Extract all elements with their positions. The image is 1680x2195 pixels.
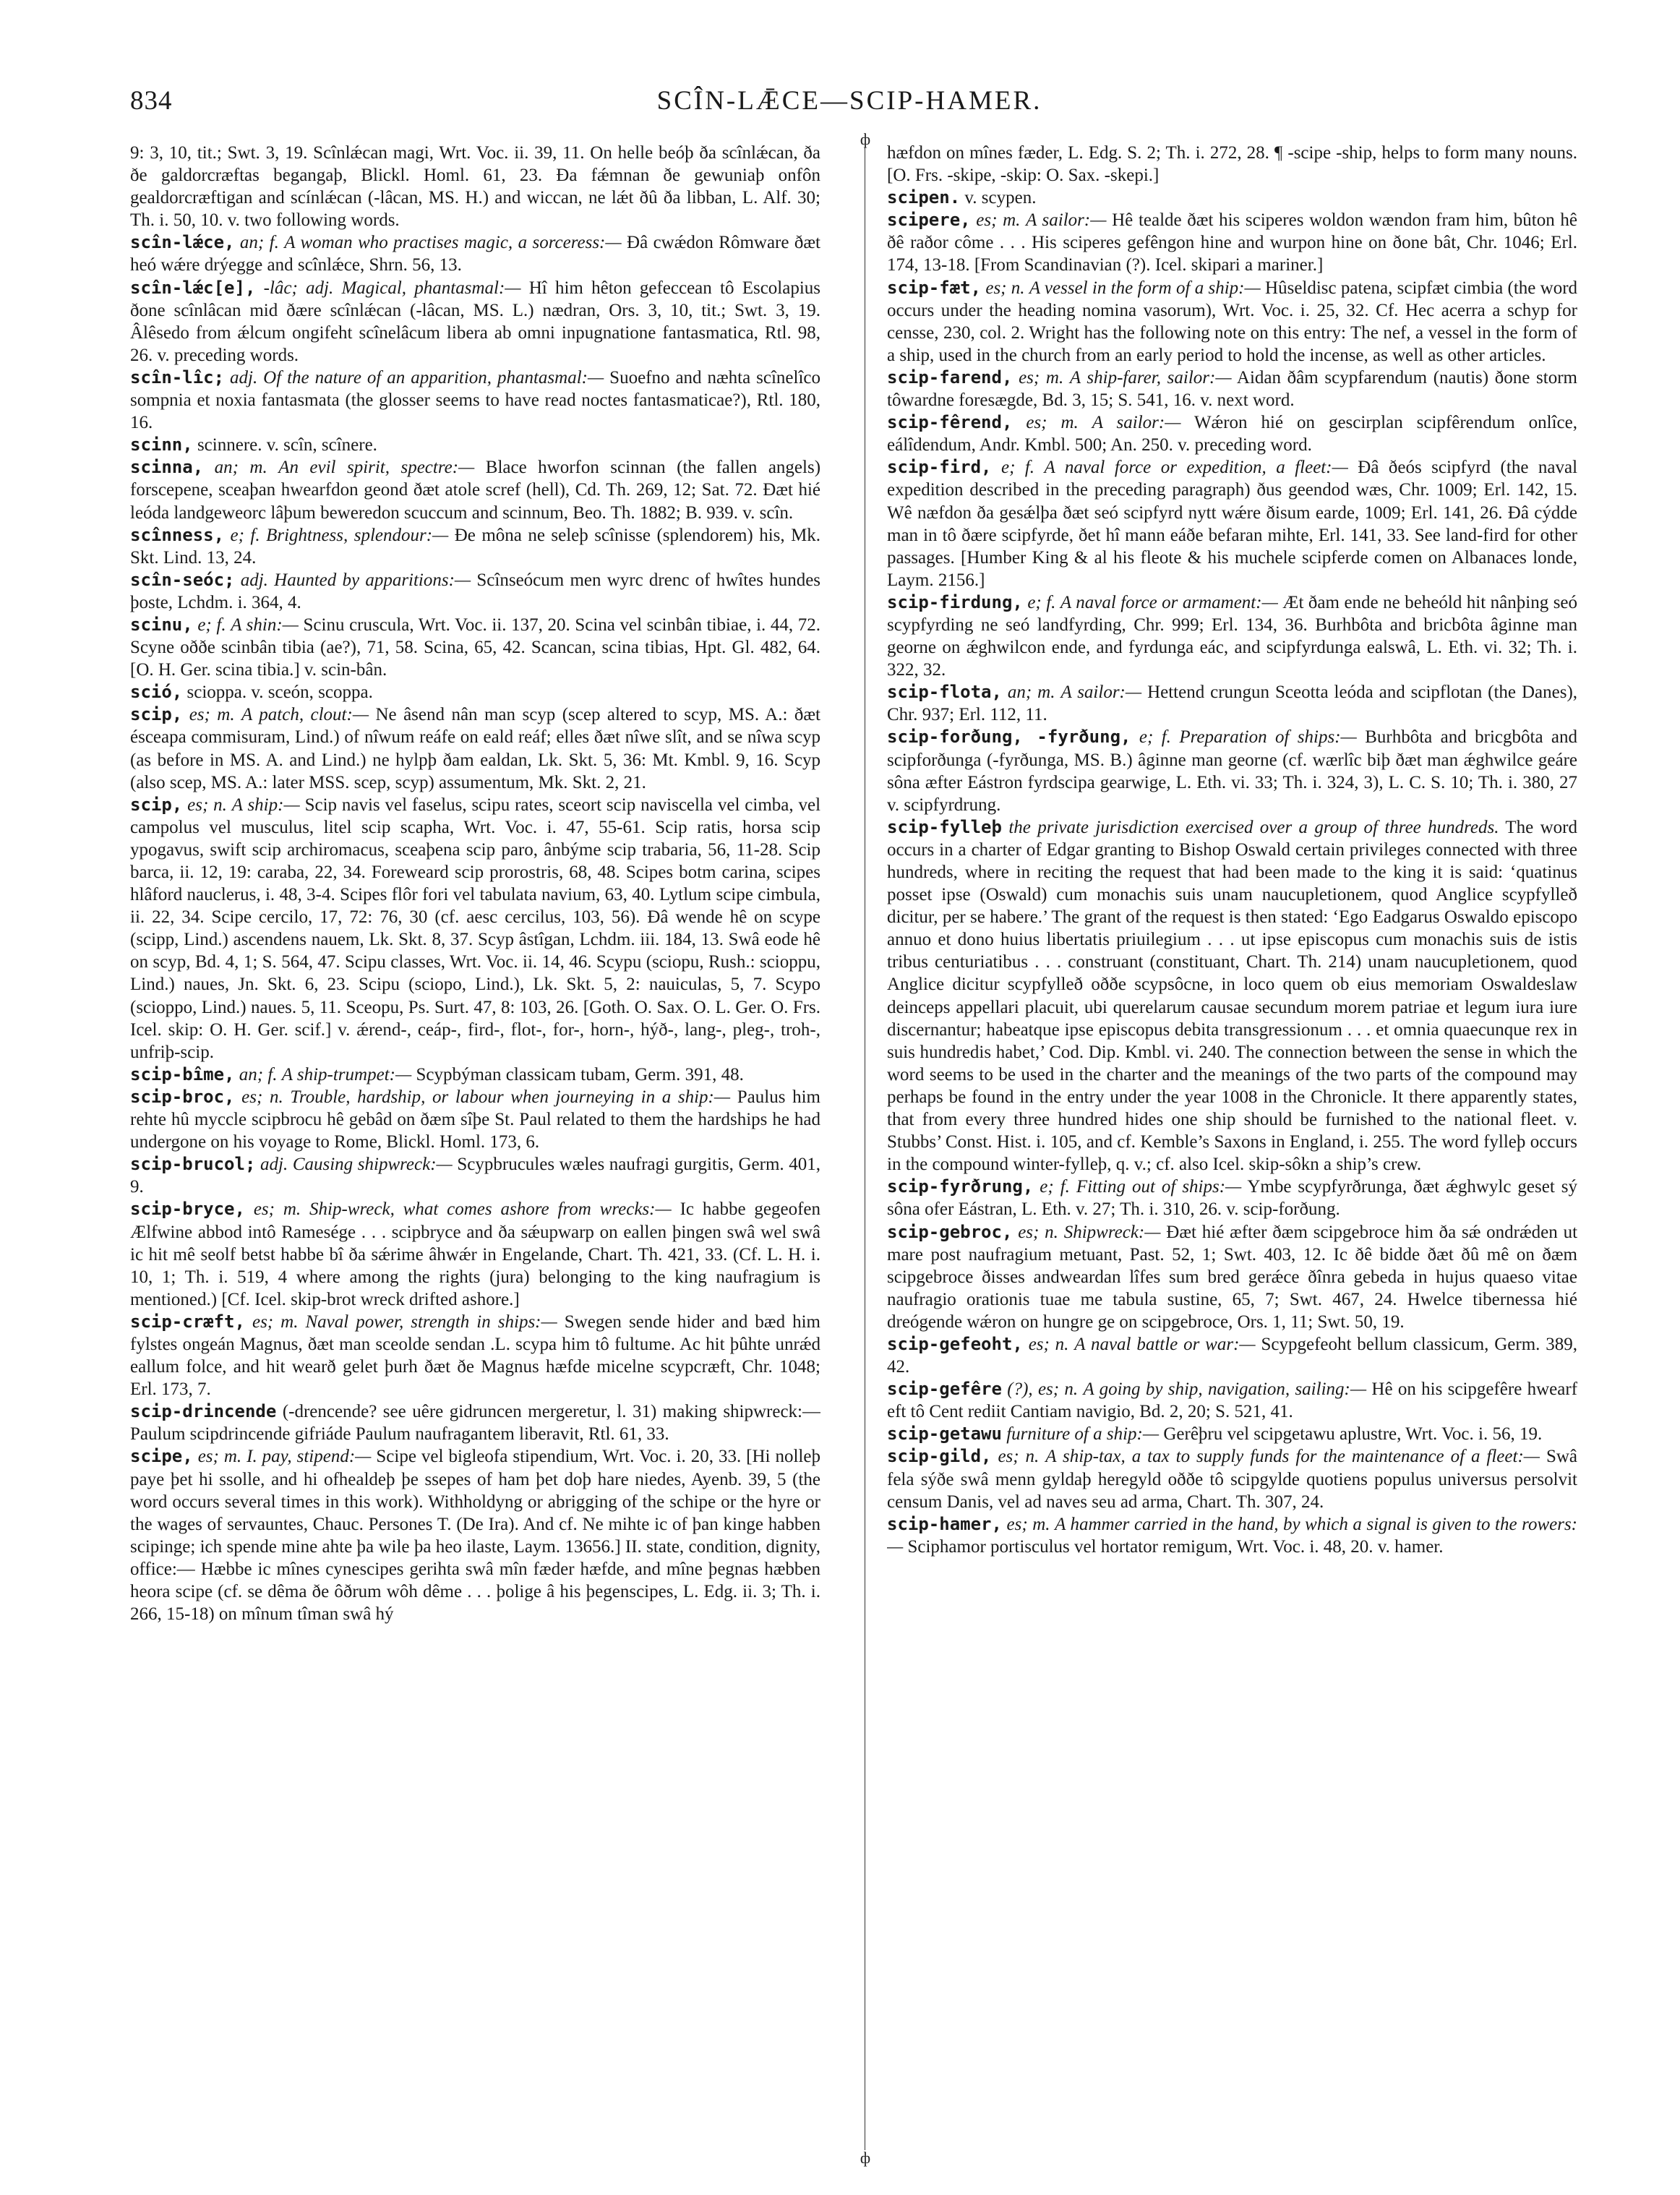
grammar: adj.	[260, 1155, 288, 1175]
grammar: es; m.	[189, 705, 235, 725]
definition: A naval force or armament:—	[1060, 592, 1278, 612]
dictionary-entry	[130, 703, 820, 793]
grammar: an; f.	[239, 1064, 278, 1084]
entry-text: hæfdon on mînes fæder, L. Edg. S. 2; Th. i. 272, 28. ¶ -scipe -ship, helps to form many nouns. [O. Frs. -skipe, -skip: O. Sax. -skepi.]	[887, 143, 1577, 186]
entry-text: Hettend crungun Sceotta leóda and scipflotan (the Danes), Chr. 937; Erl. 112, 11.	[887, 683, 1577, 725]
grammar: es; n.	[187, 795, 227, 815]
grammar: an; m.	[214, 458, 267, 478]
headword: scip-fird,	[887, 457, 992, 478]
dictionary-entry	[887, 1176, 1577, 1220]
headword: scip-bîme,	[130, 1064, 235, 1084]
headword: scîn-lǽce,	[130, 232, 235, 253]
headword: scip-drincende	[130, 1401, 277, 1422]
definition: A sailor:—	[1026, 210, 1107, 231]
headword: scip-brucol;	[130, 1154, 256, 1175]
grammar: (?), es; n.	[1007, 1379, 1079, 1400]
entry-text: Scypbrucules wæles naufragi gurgitis, Germ. 401, 9.	[130, 1155, 820, 1197]
headword: scipen.	[887, 187, 961, 208]
entry-text: Blace hworfon scinnan (the fallen angels) forscepene, sceaþan hwearfdon geond ðæt atole scref (hell), Cd. Th. 269, 12; Sat. 72. Ðæt hié leóda landgeweorc lâþum beweredon scuccum and scinnum, Beo. Th. 1882; B. 939. v. scîn.	[130, 458, 820, 523]
definition: A vessel in the form of a ship:—	[1029, 278, 1261, 298]
dictionary-entry	[130, 367, 820, 434]
dictionary-entry	[887, 367, 1577, 411]
headword: scip-gebroc,	[887, 1221, 1013, 1242]
definition: I. pay, stipend:—	[247, 1447, 372, 1467]
headword: scip-broc,	[130, 1086, 235, 1107]
definition: A ship-trumpet:—	[281, 1064, 412, 1084]
dictionary-entry	[130, 1153, 820, 1198]
dictionary-entry	[887, 681, 1577, 726]
grammar: an; f.	[239, 233, 279, 253]
definition: furniture of a ship:—	[1006, 1424, 1160, 1445]
definition: A going by ship, navigation, sailing:—	[1083, 1379, 1367, 1400]
entry-text: Swegen sende hider and bæd him fylstes ongeán Magnus, ðæt man sceolde sendan .L. scypa him tô fultume. Ac hit þûhte unrǽd eallum folce, and hit wearð gelet þurh ðæt ðe Magnus hæfde micelne scypcræft, Chr. 1048; Erl. 173, 7.	[130, 1312, 820, 1400]
grammar: es; m.	[1006, 1514, 1050, 1534]
headword: scînness,	[130, 524, 225, 545]
grammar: es; m.	[976, 210, 1021, 231]
headword: scîn-seóc;	[130, 569, 235, 590]
headword: scip,	[130, 794, 183, 815]
entry-text: scinnere. v. scîn, scînere.	[197, 435, 377, 455]
entry-text: Suoefno and næhta scînelîco sompnia et noxia fantasmata (the glosser seems to have read noctes fantasmaticae?), Rtl. 180, 16.	[130, 367, 820, 433]
entry-text: Hî him hêton gefeccean tô Escolapius ðone scînlâcan mid ðære scînlǽcan (-lâcan, MS. L.) nædran, Ors. 3, 10, tit.; Swt. 3, 19. Âlêsedo from ǽlcum ongifeht scînelâcum libera ab omni inpugnatione fantasmatica, Rtl. 98, 26. v. preceding words.	[130, 278, 820, 365]
definition: A patch, clout:—	[241, 705, 369, 725]
left-column	[130, 142, 820, 2166]
headword: scip-bryce,	[130, 1199, 245, 1220]
dictionary-entry	[887, 1333, 1577, 1378]
grammar: es; m.	[1019, 367, 1064, 388]
definition: Shipwreck:—	[1063, 1222, 1161, 1242]
definition: Causing shipwreck:—	[292, 1155, 453, 1175]
entry-text: Scipe vel bigleofa stipendium, Wrt. Voc. i. 20, 33. [Hi nolleþ paye þet hi ssolle, and hi ofhealdeþ þe ssepes of ham þet doþ hare niedes, Ayenb. 39, 5 (the word occurs several times in this work). Withholdyng or abrigging of the schipe or the hyre or the wages of servauntes, Chauc. Persones T. (De Ira). And cf. Ne mihte ic of þan kinge habben scipinge; ich spende mine ahte þa wile þa heo ilaste, Laym. 13656.] II. state, condition, dignity, office:— Hæbbe ic mînes cynescipes gerihta swâ mîn fæder hæfde, and mîne þegnas hæbben heora scipe (cf. se dêma ðe ôðrum wôh dême . . . þolige â his þegenscipes, L. Edg. ii. 3; Th. i. 266, 15-18) on mînum tîman swâ hý	[130, 1447, 820, 1625]
grammar: es; m.	[1026, 413, 1079, 433]
entry-text: Æt ðam ende ne beheóld hit nânþing seó scypfyrding ne seó landfyrding, Chr. 999; Erl. 134, 36. Burhbôta and bricbôta âginne man georne on ǽghwilcon ende, and fyrdunga eác, and scipfyrdunga ealswâ, L. Eth. vi. 32; Th. i. 322, 32.	[887, 592, 1577, 680]
dictionary-entry	[887, 1378, 1577, 1423]
dictionary-entry	[130, 142, 820, 231]
dictionary-entry	[130, 1445, 820, 1625]
definition: Of the nature of an apparition, phantasmal:—	[263, 367, 604, 388]
grammar: es; n.	[998, 1447, 1040, 1467]
definition: A sailor:—	[1060, 683, 1142, 703]
grammar: es; n.	[241, 1087, 283, 1107]
dictionary-entry	[887, 187, 1577, 209]
dictionary-entry	[130, 524, 820, 569]
headword: scinu,	[130, 614, 193, 635]
definition: A woman who practises magic, a sorceress:—	[284, 233, 622, 253]
grammar: e; f.	[1040, 1177, 1070, 1197]
grammar: es; n.	[1018, 1222, 1058, 1242]
definition: A shin:—	[231, 615, 299, 635]
entry-text: Ðæt hié æfter ðæm scipgebroce him ða sǽ ondrǽden ut mare post naufragium metuant, Past. 52, 1; Swt. 403, 12. Ic ðê bidde ðæt ðû mê on ðæm scipgebroce ðisses andweardan lîfes sum bred gerǽce ðînra gebeda in hujus quaeso vitae naufragio orationis tuae me tabula sustine, 65, 7; Swt. 467, 24. Hwelce tibernessa hié dreógende wǽron on hungre ge on scipgebroce, Ors. 1, 11; Swt. 50, 19.	[887, 1222, 1577, 1332]
entry-text: Swâ fela sýðe swâ menn gyldaþ heregyld oððe tô scipgylde quotiens populus universus persolvit censum Danis, vel ad naves seu ad arma, Chart. Th. 307, 24.	[887, 1447, 1577, 1512]
dictionary-entry	[130, 277, 820, 367]
entry-text: (-drencende? see uêre gidruncen mergeretur, l. 31) making shipwreck:—Paulum scipdrincende gifriáde Paulum naufragantem liberavit, Rtl. 61, 33.	[130, 1402, 820, 1445]
entry-text: Scypbýman classicam tubam, Germ. 391, 48.	[416, 1064, 744, 1084]
dictionary-entry	[887, 726, 1577, 816]
headword: scip-forðung, -fyrðung,	[887, 727, 1131, 748]
dictionary-entry	[130, 681, 820, 703]
grammar: e; f.	[197, 615, 226, 635]
rule-ornament-bottom: ф	[856, 2150, 875, 2166]
grammar: -lâc; adj.	[263, 278, 334, 298]
entry-text: Hûseldisc patena, scipfæt cimbia (the word occurs under the heading nomina vasorum), Wrt. Voc. i. 25, 32. Cf. Hec acerra a schyp for censse, 230, col. 2. Wright has the following note on this entry: The nef, a vessel in the form of a ship, used in the church from an early period to hold the incense, as well as other articles.	[887, 278, 1577, 365]
definition: A ship:—	[231, 795, 300, 815]
headword: scip-gild,	[887, 1446, 992, 1467]
definition: A ship-farer, sailor:—	[1069, 367, 1232, 388]
dictionary-entry	[130, 1086, 820, 1153]
headword: sció,	[130, 682, 183, 703]
entry-text: Ðâ ðeós scipfyrd (the naval expedition described in the preceding paragraph) ðus geendod wæs, Chr. 1009; Erl. 142, 15. Wê næfdon ða gesǽlþa ðæt seó scipfyrd nytt wǽre ðisum earde, 1009; Erl. 141, 26. Ðâ cýdde man in tô ðære scipfyrde, ðet hî mann eáðe befaran mihte, Erl. 141, 33. See land-fird for other passages. [Humber King & al his fleote & his muchele scipferde comen on Albanaces londe, Laym. 2156.]	[887, 458, 1577, 590]
headword: scip-fyrðrung,	[887, 1176, 1034, 1197]
headword: scip-fæt,	[887, 277, 982, 298]
entry-text: Paulus him rehte hû myccle scipbrocu hê gebâd on ðæm sîþe St. Paul related to them the hardships he had undergone on his voyage to Rome, Blickl. Homl. 173, 6.	[130, 1087, 820, 1152]
grammar: adj.	[230, 367, 258, 388]
dictionary-entry	[887, 1221, 1577, 1333]
dictionary-entry	[130, 456, 820, 523]
dictionary-entry	[130, 1064, 820, 1086]
grammar: e; f.	[1027, 592, 1056, 612]
definition: Haunted by apparitions:—	[274, 570, 471, 590]
entry-text: Wǽron hié on gescirplan scipfêrendum onlîce, eálîdendum, Andr. Kmbl. 500; An. 250. v. preceding word.	[887, 413, 1577, 455]
definition: A sailor:—	[1092, 413, 1181, 433]
running-head: SCÎN-LǢCE—SCIP-HAMER.	[656, 86, 1042, 116]
definition: A ship-tax, a tax to supply funds for the maintenance of a fleet:—	[1045, 1447, 1540, 1467]
entry-text: Aidan ðâm scypfarendum (nautis) ðone storm tôwardne foresægde, Bd. 3, 15; S. 541, 16. v. next word.	[887, 367, 1577, 411]
grammar: es; m.	[197, 1447, 242, 1467]
rule-ornament-top: ф	[856, 132, 875, 147]
definition: A naval force or expedition, a fleet:—	[1044, 458, 1348, 478]
dictionary-entry	[887, 209, 1577, 276]
headword: scipe,	[130, 1446, 193, 1467]
entry-text: Gerêþru vel scipgetawu aplustre, Wrt. Voc. i. 56, 19.	[1163, 1424, 1543, 1445]
headword: scip-fylleþ	[887, 816, 1002, 837]
headword: scip-fêrend,	[887, 412, 1013, 433]
page-header	[130, 85, 1569, 129]
headword: scip,	[130, 704, 183, 725]
headword: scip-cræft,	[130, 1311, 245, 1332]
headword: scipere,	[887, 210, 971, 231]
entry-text: scioppa. v. sceón, scoppa.	[187, 683, 373, 703]
definition: Magical, phantasmal:—	[341, 278, 521, 298]
grammar: es; n.	[1028, 1334, 1069, 1354]
entry-text: Hê on his scipgefêre hwearf eft tô Cent rediit Cantiam navigio, Bd. 2, 20; S. 521, 41.	[887, 1379, 1577, 1422]
dictionary-entry	[130, 569, 820, 614]
definition: Fitting out of ships:—	[1076, 1177, 1242, 1197]
grammar: adj.	[240, 570, 268, 590]
entry-text: Scînseócum men wyrc drenc of hwîtes hundes þoste, Lchdm. i. 364, 4.	[130, 570, 820, 612]
page-number: 834	[130, 86, 173, 116]
definition: A hammer carried in the hand, by which a signal is given to the rowers:—	[887, 1514, 1577, 1557]
dictionary-entry	[887, 411, 1577, 456]
right-column	[887, 142, 1577, 2166]
entry-text: Scinu cruscula, Wrt. Voc. ii. 137, 20. Scina vel scinbân tibiae, i. 44, 72. Scyne oððe scinbân tibia (ae?), 71, 58. Scina, 65, 42. Scancan, scina tibias, Hpt. Gl. 482, 64. [O. H. Ger. scina tibia.] v. scin-bân.	[130, 615, 820, 680]
entry-text: v. scypen.	[964, 188, 1037, 208]
entry-text: Scypgefeoht bellum classicum, Germ. 389, 42.	[887, 1334, 1577, 1377]
headword: scîn-lǽc[e],	[130, 277, 256, 298]
grammar: e; f.	[230, 525, 260, 545]
definition: Brightness, splendour:—	[266, 525, 449, 545]
dictionary-entry	[130, 434, 820, 456]
dictionary-entry	[887, 142, 1577, 187]
entry-text: Scip navis vel faselus, scipu rates, sceort scip naviscella vel cimba, vel campolus vel musculus, litel scip scapha, Wrt. Voc. i. 47, 55-61. Scip ratis, horsa scip ypogavus, swift scip archiromacus, sceaþena scip paro, ânbýme scip trabaria, 56, 11-28. Scip barca, ii. 12, 19: caraba, 22, 34. Foreweard scip prorostris, 68, 48. Scipes botm carina, scipes hlâford nauclerus, i. 48, 3-4. Scipes flôr fori vel tabulata navium, 63, 40. Lytlum scipe cimbula, ii. 22, 34. Scipe cercilo, 17, 72: 76, 30 (cf. aesc cercilus, 103, 56). Ðâ wende hê on scype (scipp, Lind.) ascendens nauem, Lk. Skt. 8, 37. Scyp âstîgan, Lchdm. iii. 184, 13. Swâ eode hê on scyp, Bd. 4, 1; S. 564, 47. Scipu classes, Wrt. Voc. ii. 14, 46. Scypu (sciopu, Rush.: scioppu, Lind.) naues, Jn. Skt. 6, 23. Scipu (sciopo, Lind.), Lk. Skt. 5, 2: nauiculas, 5, 7. Scypo (scioppo, Lind.) naues. 5, 11. Sceopu, Ps. Surt. 47, 8: 103, 26. [Goth. O. Sax. O. L. Ger. O. Frs. Icel. skip: O. H. Ger. scif.] v. ǽrend-, ceáp-, fird-, flot-, for-, horn-, hýð-, lang-, pleg-, troh-, unfriþ-scip.	[130, 795, 820, 1062]
definition: Naval power, strength in ships:—	[305, 1312, 557, 1332]
dictionary-entry	[887, 591, 1577, 681]
entry-text: Ne âsend nân man scyp (scep altered to scyp, MS. A.: ðæt ésceapa commisuram, Lind.) of nîwum reáfe on eald reáf; elles ðæt nîwe slît, and se nîwa scyp (as before in MS. A. and Lind.) ne hylpþ ðam ealdan, Lk. Skt. 5, 36: Mt. Kmbl. 9, 16. Scyp (also scep, MS. A.: later MSS. scep, scyp) assumentum, Mk. Skt. 2, 21.	[130, 705, 820, 792]
headword: scip-firdung,	[887, 591, 1023, 612]
entry-text: Ðe môna ne seleþ scînisse (splendorem) his, Mk. Skt. Lind. 13, 24.	[130, 525, 820, 568]
grammar: an; m.	[1007, 683, 1055, 703]
entry-text: Ðâ cwǽdon Rômware ðæt heó wǽre drýegge and scînlǽce, Shrn. 56, 13.	[130, 233, 820, 275]
entry-text: 9: 3, 10, tit.; Swt. 3, 19. Scînlǽcan magi, Wrt. Voc. ii. 39, 11. On helle beóþ ða scînlǽcan, ða ðe galdorcræftas begangaþ, Blickl. Homl. 61, 23. Ða fǽmnan ðe gewuniaþ onfôn gealdorcræftigan and scínlǽcan (-lâcan, MS. H.) and wiccan, ne lǽt ðû ða libban, L. Alf. 30; Th. i. 50, 10. v. two following words.	[130, 143, 820, 231]
entry-text: Ic habbe gegeofen Ælfwine abbod intô Ramesége . . . scipbryce and ða sǽupwarp on eallen þingen swâ wel swâ ic hit mê seolf betst habbe bî ða sǽrime âhwǽr in Engelande, Chart. Th. 421, 33. (Cf. L. H. i. 10, 1; Th. i. 519, 4 where among the rights (jura) belonging to the king naufragium is mentioned.) [Cf. Icel. skip-brot wreck drifted ashore.]	[130, 1199, 820, 1309]
dictionary-entry	[887, 1423, 1577, 1445]
grammar: es; n.	[985, 278, 1025, 298]
headword: scip-getawu	[887, 1424, 1002, 1445]
dictionary-entry	[887, 1445, 1577, 1512]
dictionary-entry	[130, 1400, 820, 1445]
headword: scip-gefeoht,	[887, 1333, 1023, 1354]
headword: scip-gefêre	[887, 1379, 1002, 1400]
headword: scip-flota,	[887, 682, 1002, 703]
grammar: e; f.	[1139, 727, 1171, 748]
headword: scip-farend,	[887, 367, 1013, 388]
grammar: es; m.	[253, 1199, 301, 1220]
grammar: e; f.	[1000, 458, 1035, 478]
dictionary-entry	[887, 456, 1577, 591]
definition: An evil spirit, spectre:—	[278, 458, 475, 478]
dictionary-entry	[130, 231, 820, 276]
dictionary-entry	[887, 816, 1577, 1176]
dictionary-entry	[887, 1513, 1577, 1558]
dictionary-entry	[130, 1198, 820, 1310]
dictionary-entry	[130, 1311, 820, 1400]
entry-text: The word occurs in a charter of Edgar granting to Bishop Oswald certain privileges connected with three hundreds, where in reciting the request that had been made to the king it is said: ‘quatinus posset ipse (Oswald) cum monachis suis unam naucupletionem, quod Anglice scypfylleð dicitur, per se habere.’ The grant of the request is then stated: ‘Ego Eadgarus Oswaldo episcopo annuo et dono huius libertatis priuilegium . . . ut ipse episcopus cum monachis suis de istis tribus centuriatibus . . . construant (constituant, Chart. Th. 214) unam naucupletionem, quod Anglice dicitur scypfylleð oððe scypsôcne, in loco quem ob eius memoriam Oswaldeslaw deinceps appellari placuit, ubi querelarum causae secundum morem patriae et legum iura iure discernantur; habeatque ipse episcopus debita transgressionum . . . et omnia quaecunque rex in suis hundredis habet,’ Cod. Dip. Kmbl. vi. 240. The connection between the sense in which the word seems to be used in the charter and the meanings of the two parts of the compound may perhaps be found in the entry under the year 1008 in the Chronicle. It there apparently states, that from every three hundred hides one ship should be furnished to the national fleet. v. Stubbs’ Const. Hist. i. 105, and cf. Kemble’s Saxons in England, i. 255. The word fylleþ occurs in the compound winter-fylleþ, q. v.; cf. also Icel. skip-sôkn a ship’s crew.	[887, 817, 1577, 1175]
headword: scinn,	[130, 435, 193, 455]
entry-text: Ymbe scypfyrðrunga, ðæt ǽghwylc geset sý sôna ofer Eástran, L. Eth. v. 27; Th. i. 310, 26. v. scip-forðung.	[887, 1177, 1577, 1220]
definition: the private jurisdiction exercised over a group of three hundreds.	[1008, 817, 1499, 837]
headword: scip-hamer,	[887, 1513, 1002, 1534]
dictionary-entry	[130, 794, 820, 1064]
dictionary-entry	[130, 614, 820, 681]
entry-text: Sciphamor portisculus vel hortator remigum, Wrt. Voc. i. 48, 20. v. hamer.	[907, 1536, 1444, 1557]
headword: scîn-lîc;	[130, 367, 225, 388]
dictionary-entry	[887, 277, 1577, 367]
entry-text: Hê tealde ðæt his sciperes woldon wændon fram him, bûton hê ðê raðor côme . . . His sciperes gefêngon hine and wurpon hine on ðone bât, Chr. 1046; Erl. 174, 13-18. [From Scandinavian (?). Icel. skipari a mariner.]	[887, 210, 1577, 275]
definition: Trouble, hardship, or labour when journeying in a ship:—	[290, 1087, 731, 1107]
definition: A naval battle or war:—	[1074, 1334, 1256, 1354]
grammar: es; m.	[252, 1312, 299, 1332]
definition: Preparation of ships:—	[1179, 727, 1357, 748]
headword: scinna,	[130, 457, 204, 478]
entry-text: Burhbôta and bricgbôta and scipforðunga (-fyrðunga, MS. B.) âginne man georne (cf. wærlîc biþ ðæt man ǽghwilce geáre sôna æfter Eástron fyrdscipa gearwige, L. Eth. vi. 33; Th. i. 324, 3), L. C. S. 10; Th. i. 380, 27 v. scipfyrdrung.	[887, 727, 1577, 815]
definition: Ship-wreck, what comes ashore from wrecks:—	[309, 1199, 672, 1220]
